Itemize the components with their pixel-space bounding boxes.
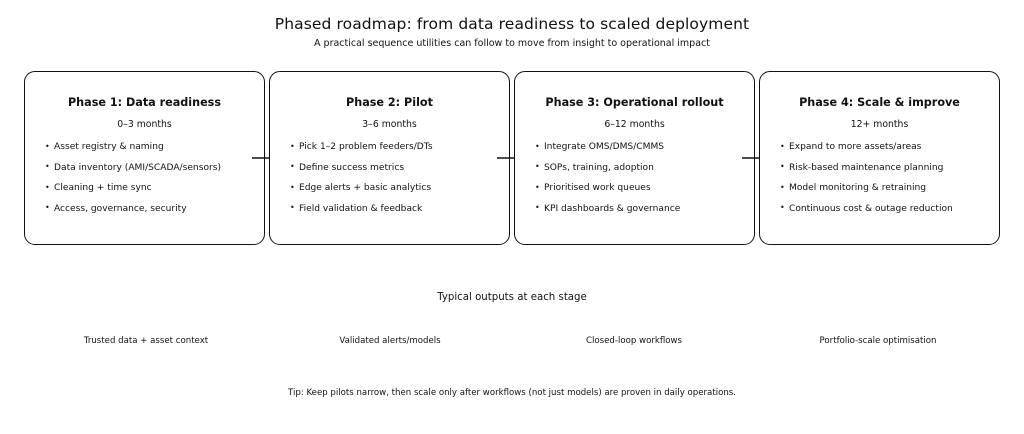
list-item: • Risk-based maintenance planning: [780, 164, 989, 174]
list-item: • Cleaning + time sync: [45, 184, 254, 194]
list-item: • Prioritised work queues: [535, 184, 744, 194]
list-item: • Model monitoring & retraining: [780, 184, 989, 194]
phase-card-title: Phase 4: Scale & improve: [799, 96, 960, 109]
phase-card-title: Phase 3: Operational rollout: [545, 96, 724, 109]
phase-card-row: [24, 71, 1000, 245]
output-label-phase-4: Portfolio-scale optimisation: [819, 336, 937, 346]
page-title: Phased roadmap: from data readiness to scaled deployment: [274, 15, 750, 33]
phase-card-timeframe: 6–12 months: [604, 119, 665, 130]
phase-card-timeframe: 0–3 months: [117, 119, 172, 130]
page-subtitle: A practical sequence utilities can follow to move from insight to operational impact: [314, 38, 710, 49]
list-item: • Asset registry & naming: [45, 143, 254, 153]
phase-card-title: Phase 2: Pilot: [346, 96, 433, 109]
phase-card-bullets: [45, 143, 254, 214]
phase-card-1: [24, 71, 265, 245]
phase-card-bullets: [535, 143, 744, 214]
phase-card-4: [759, 71, 1000, 245]
phase-card-bullets: [290, 143, 499, 214]
list-item: • Data inventory (AMI/SCADA/sensors): [45, 164, 254, 174]
list-item: • Integrate OMS/DMS/CMMS: [535, 143, 744, 153]
output-label-phase-3: Closed-loop workflows: [585, 336, 683, 346]
tip-text: Tip: Keep pilots narrow, then scale only after workflows (not just models) are proven in daily operations.: [288, 388, 736, 398]
phase-card-title: Phase 1: Data readiness: [67, 96, 221, 109]
phase-card-2: [269, 71, 510, 245]
outputs-heading: Typical outputs at each stage: [437, 292, 587, 303]
phase-card-bullets: [780, 143, 989, 214]
output-label-phase-1: Trusted data + asset context: [83, 336, 209, 346]
phase-card-3: [514, 71, 755, 245]
list-item: • Expand to more assets/areas: [780, 143, 989, 153]
phase-card-timeframe: 12+ months: [850, 119, 909, 130]
list-item: • Field validation & feedback: [290, 205, 499, 215]
list-item: • SOPs, training, adoption: [535, 164, 744, 174]
list-item: • KPI dashboards & governance: [535, 205, 744, 215]
list-item: • Access, governance, security: [45, 205, 254, 215]
outputs-row: [24, 336, 1000, 346]
output-label-phase-2: Validated alerts/models: [339, 336, 441, 346]
phase-card-timeframe: 3–6 months: [362, 119, 417, 130]
list-item: • Define success metrics: [290, 164, 499, 174]
list-item: • Continuous cost & outage reduction: [780, 205, 989, 215]
list-item: • Edge alerts + basic analytics: [290, 184, 499, 194]
list-item: • Pick 1–2 problem feeders/DTs: [290, 143, 499, 153]
